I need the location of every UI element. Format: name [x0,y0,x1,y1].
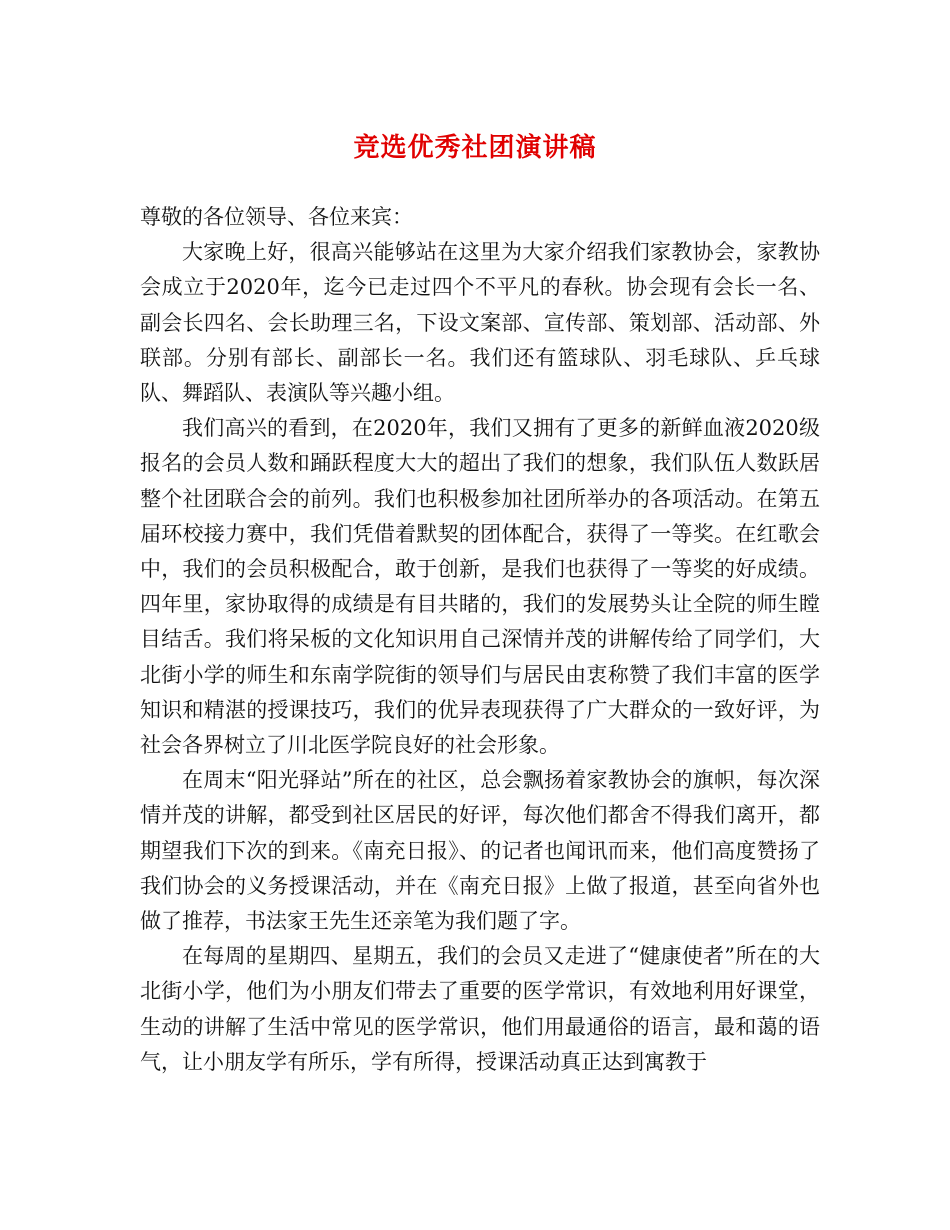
document-body [140,200,820,1080]
paragraph-introduction: 大家晚上好，很高兴能够站在这里为大家介绍我们家教协会，家教协会成立于2020年，迄今已走过四个不平凡的春秋。协会现有会长一名、副会长四名、会长助理三名，下设文案部、宣传部、策划部、活动部、外联部。分别有部长、副部长一名。我们还有篮球队、羽毛球队、乒乓球队、舞蹈队、表演队等兴趣小组。 [140,240,820,406]
salutation: 尊敬的各位领导、各位来宾： [140,205,413,229]
document-title: 竞选优秀社团演讲稿 [353,133,597,163]
paragraph-school-teaching: 在每周的星期四、星期五，我们的会员又走进了“健康使者”所在的大北街小学，他们为小朋友们带去了重要的医学常识，有效地利用好课堂，生动的讲解了生活中常见的医学常识，他们用最通俗的语言，最和蔼的语气，让小朋友学有所乐，学有所得，授课活动真正达到寓教于 [140,944,820,1074]
paragraph-achievements: 我们高兴的看到，在2020年，我们又拥有了更多的新鲜血液2020级报名的会员人数和踊跃程度大大的超出了我们的想象，我们队伍人数跃居整个社团联合会的前列。我们也积极参加社团所举办的各项活动。在第五届环校接力赛中，我们凭借着默契的团体配合，获得了一等奖。在红歌会中，我们的会员积极配合，敢于创新，是我们也获得了一等奖的好成绩。四年里，家协取得的成绩是有目共睹的，我们的发展势头让全院的师生瞠目结舌。我们将呆板的文化知识用自己深情并茂的讲解传给了同学们，大北街小学的师生和东南学院街的领导们与居民由衷称赞了我们丰富的医学知识和精湛的授课技巧，我们的优异表现获得了广大群众的一致好评，为社会各界树立了川北医学院良好的社会形象。 [140,416,820,758]
paragraph-community-service: 在周末“阳光驿站”所在的社区，总会飘扬着家教协会的旗帜，每次深情并茂的讲解，都受到社区居民的好评，每次他们都舍不得我们离开，都期望我们下次的到来。《南充日报》、的记者也闻讯而来，他们高度赞扬了我们协会的义务授课活动，并在《南充日报》上做了报道，甚至向省外也做了推荐，书法家王先生还亲笔为我们题了字。 [140,768,820,934]
